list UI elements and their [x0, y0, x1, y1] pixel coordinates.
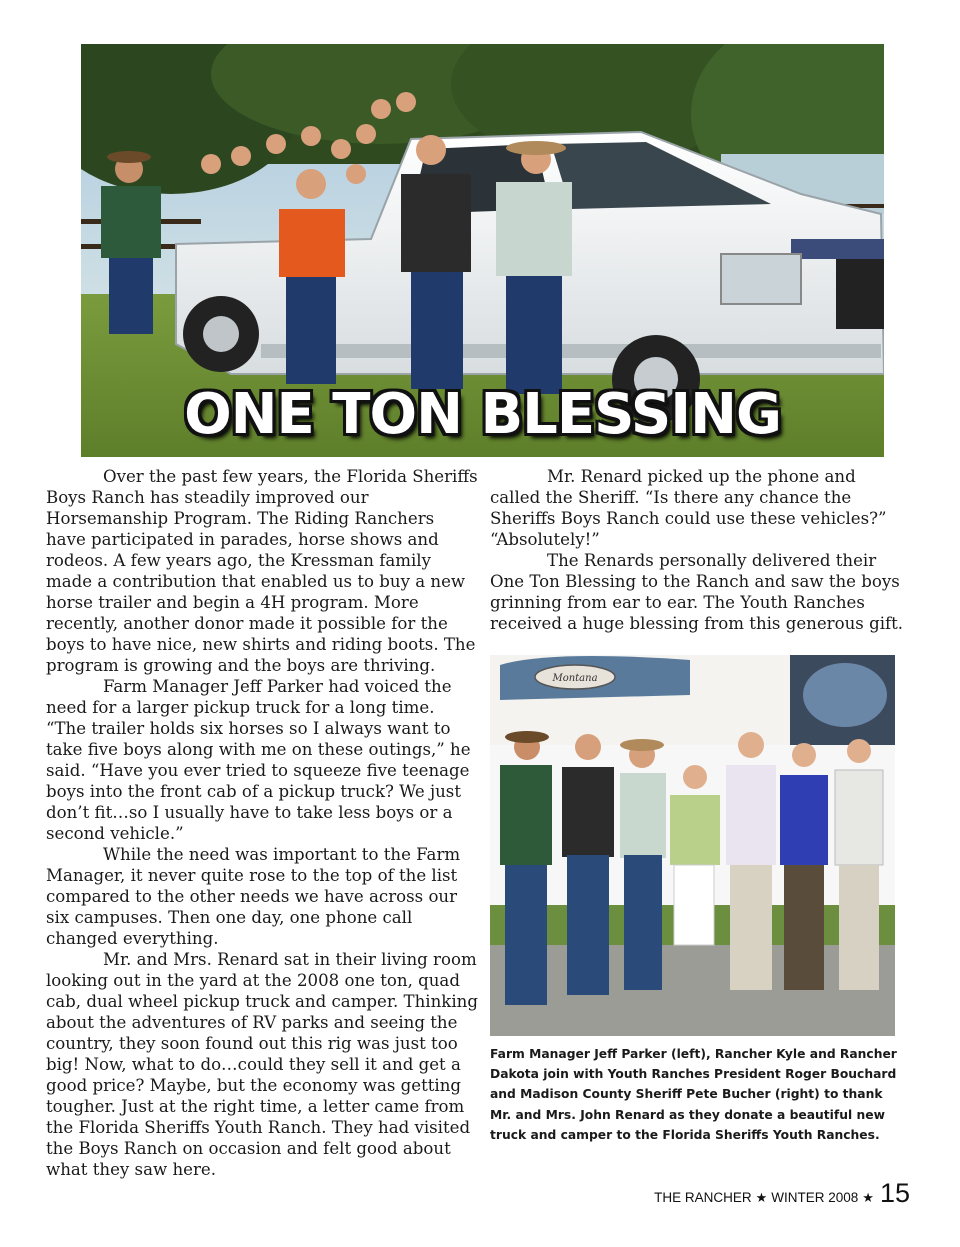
publication-name: THE RANCHER — [654, 1190, 752, 1205]
article-paragraph: Farm Manager Jeff Parker had voiced the need for a larger pickup truck for a long time. “The trailer holds six horses so I always want to take five boys along with me on these outings,” he said. “Have you ever tried to squeeze five teenage boys into the front cab of a pickup truck? We just don’t fit…so I usually have to take less boys or a second vehicle.” — [46, 677, 471, 843]
hero-photo — [81, 44, 884, 457]
article-paragraph: Over the past few years, the Florida Sheriffs Boys Ranch has steadily improved our Horsemanship Program. The Riding Ranchers have participated in parades, horse shows and rodeos. A few years ago, the Kressman family made a contribution that enabled us to buy a new horse trailer and begin a 4H program. More recently, another donor made it possible for the boys to have nice, new shirts and riding boots. The program is growing and the boys are thriving. — [46, 467, 478, 675]
headline: ONE TON BLESSING — [184, 382, 781, 447]
article-paragraph: The Renards personally delivered their One Ton Blessing to the Ranch and saw the boys grinning from ear to ear. The Youth Ranches received a huge blessing from this generous gift. — [490, 551, 904, 633]
article-left-column — [46, 466, 478, 1180]
page-footer — [654, 1178, 910, 1209]
photo-caption: Farm Manager Jeff Parker (left), Rancher Kyle and Rancher Dakota join with Youth Ranches President Roger Bouchard and Madison County Sheriff Pete Bucher (right) to thank Mr. and Mrs. John Renard as they donate a beautiful new truck and camper to the Florida Sheriffs Youth Ranches. — [490, 1047, 897, 1142]
issue-label: WINTER 2008 — [771, 1190, 859, 1205]
page-number: 15 — [879, 1178, 910, 1208]
star-icon: ★ — [755, 1190, 768, 1205]
group-photo-illustration — [490, 655, 895, 1036]
article-paragraph: Mr. Renard picked up the phone and called the Sheriff. “Is there any chance the Sheriffs Boys Ranch could use these vehicles?” — [490, 467, 887, 528]
group-photo — [490, 655, 895, 1036]
article-paragraph: “Absolutely!” — [490, 530, 600, 549]
camper-badge-text: Montana — [552, 673, 598, 684]
article-paragraph: Mr. and Mrs. Renard sat in their living room looking out in the yard at the 2008 one ton, quad cab, dual wheel pickup truck and camper. Thinking about the adventures of RV parks and seeing the country, they soon found out this rig was just too big! Now, what to do…could they sell it and get a good price? Maybe, but the economy was getting tougher. Just at the right time, a letter came from the Florida Sheriffs Youth Ranch. They had visited the Boys Ranch on occasion and felt good about what they saw here. — [46, 950, 478, 1179]
article-paragraph: While the need was important to the Farm Manager, it never quite rose to the top of the list compared to the other needs we have across our six campuses. Then one day, one phone call changed everything. — [46, 845, 461, 948]
star-icon: ★ — [862, 1190, 874, 1205]
article-right-column — [490, 466, 910, 634]
